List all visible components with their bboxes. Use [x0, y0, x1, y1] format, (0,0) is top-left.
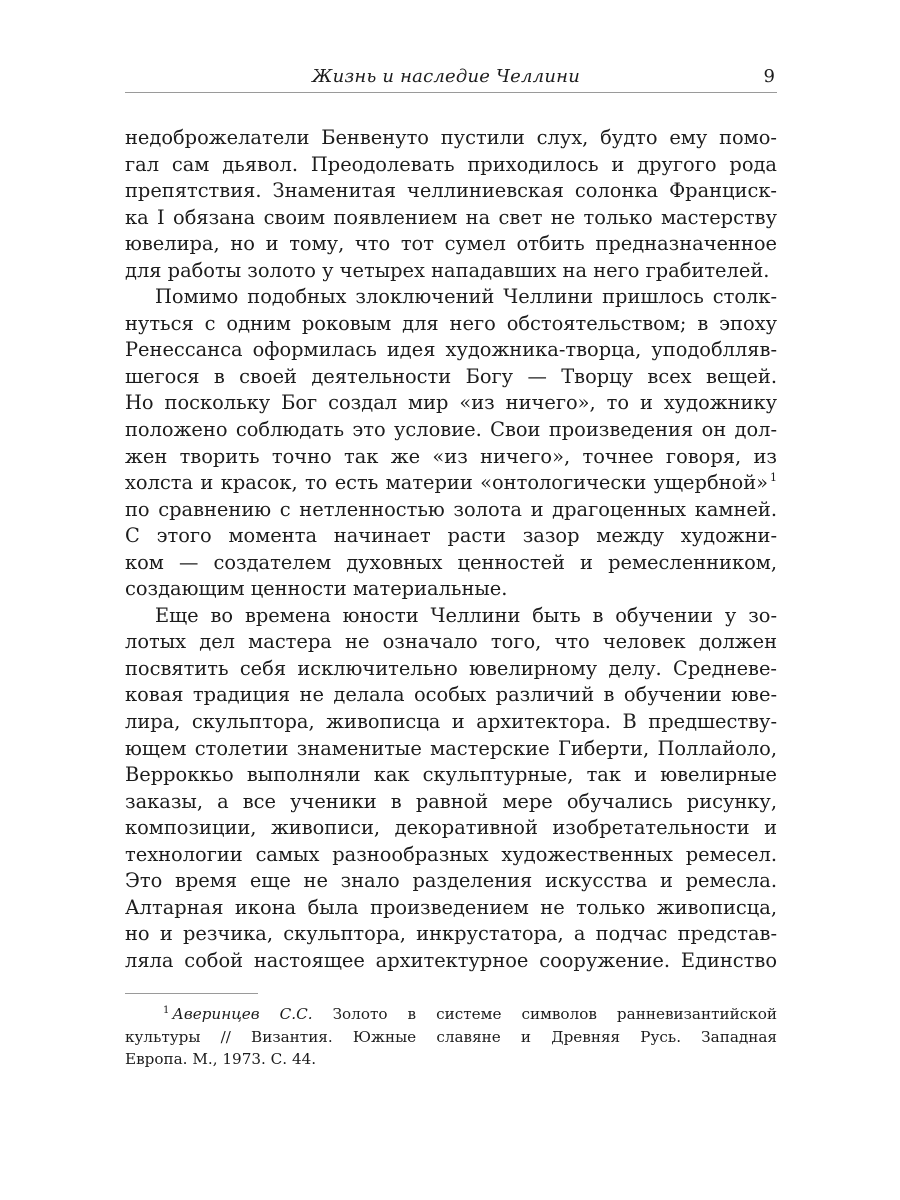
text-line: Помимо подобных злоключений Челлини пришлось столк-: [155, 285, 777, 309]
footnote-line: культуры // Византия. Южные славяне и Древняя Русь. Западная: [125, 1027, 777, 1046]
text-line: жен творить точно так же «из ничего», точнее говоря, из: [125, 444, 777, 468]
text-line: С этого момента начинает расти зазор между художни-: [125, 524, 777, 548]
footnote-author: Аверинцев С.С.: [172, 1005, 313, 1023]
text-line: по сравнению с нетленностью золота и драгоценных камней.: [125, 497, 777, 521]
text-line: Но поскольку Бог создал мир «из ничего», то и художнику: [125, 391, 777, 415]
footnote-text: Золото в системе символов ранневизантийской: [332, 1005, 777, 1023]
text-line: лотых дел мастера не означало того, что человек должен: [125, 630, 777, 654]
text-line: гал сам дьявол. Преодолевать приходилось и другого рода: [125, 152, 777, 176]
text-line: ком — создателем духовных ценностей и ремесленником,: [125, 550, 777, 574]
text-line: шегося в своей деятельности Богу — Творцу всех вещей.: [125, 364, 777, 388]
text-line: Верроккьо выполняли как скульптурные, так и ювелирные: [125, 763, 777, 787]
text-line: композиции, живописи, декоративной изобретательности и: [125, 816, 777, 840]
text-line: ляла собой настоящее архитектурное сооружение. Единство: [125, 948, 777, 972]
text-line: препятствия. Знаменитая челлиниевская солонка Франциск-: [125, 179, 777, 203]
footnote-mark: 1: [163, 1005, 170, 1016]
text-line: недоброжелатели Бенвенуто пустили слух, будто ему помо-: [125, 126, 777, 149]
text-line: технологии самых разнообразных художественных ремесел.: [125, 842, 777, 866]
text-line: для работы золото у четырех нападавших на него грабителей.: [125, 258, 770, 282]
text-line: создающим ценности материальные.: [125, 577, 508, 601]
text-line: Еще во времена юности Челлини быть в обучении у зо-: [155, 603, 777, 627]
footnote-line: Европа. М., 1973. С. 44.: [125, 1050, 317, 1068]
running-header: [125, 66, 777, 93]
text-line-content: холста и красок, то есть материи «онтологически ущербной»: [125, 471, 768, 495]
text-line: Алтарная икона была произведением не только живописца,: [125, 895, 777, 919]
footnote-line: [125, 1003, 777, 1026]
running-title: Жизнь и наследие Челлини: [312, 66, 580, 87]
text-line: Ренессанса оформилась идея художника-творца, уподоблляв-: [125, 338, 777, 362]
footnote-divider: [125, 993, 258, 994]
text-line: положено соблюдать это условие. Свои произведения он дол-: [125, 418, 777, 442]
text-line: ка I обязана своим появлением на свет не только мастерству: [125, 205, 777, 229]
text-line: ковая традиция не делала особых различий в обучении юве-: [125, 683, 777, 707]
text-line: нуться с одним роковым для него обстоятельством; в эпоху: [125, 311, 777, 335]
page-number: 9: [763, 66, 775, 87]
text-line: ювелира, но и тому, что тот сумел отбить предназначенное: [125, 232, 777, 256]
text-line: Это время еще не знало разделения искусства и ремесла.: [125, 869, 777, 893]
text-line: ющем столетии знаменитые мастерские Гиберти, Поллайоло,: [125, 736, 777, 760]
text-line: заказы, а все ученики в равной мере обучались рисунку,: [125, 789, 777, 813]
text-line: но и резчика, скульптора, инкрустатора, а подчас представ-: [125, 922, 777, 946]
footnote-reference[interactable]: 1: [770, 471, 777, 485]
text-line: посвятить себя исключительно ювелирному делу. Средневе-: [125, 656, 777, 680]
text-line: [125, 470, 777, 497]
text-line: лира, скульптора, живописца и архитектора. В предшеству-: [125, 710, 777, 734]
main-text: [125, 125, 777, 975]
footnote: [125, 1003, 777, 1071]
